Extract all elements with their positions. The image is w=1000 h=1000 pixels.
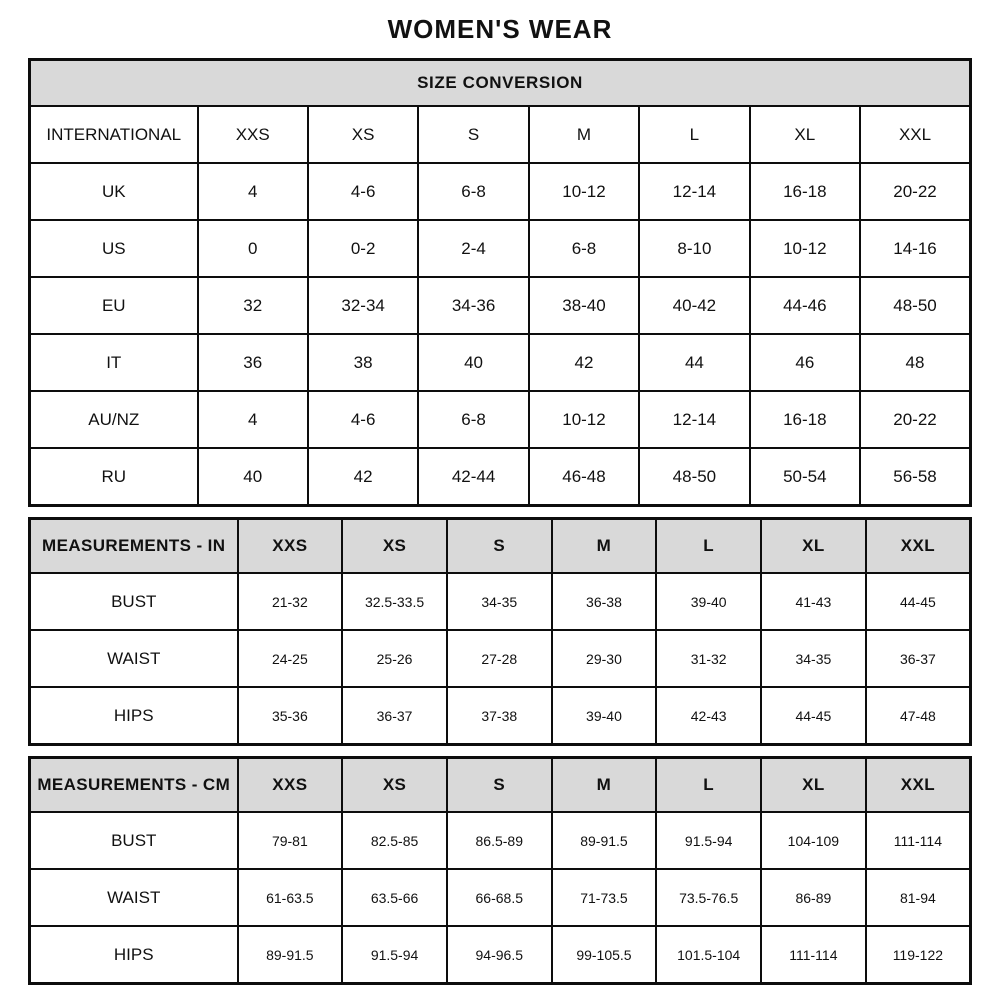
measurement-value-cell: 37-38 — [447, 687, 552, 745]
size-value-cell: 50-54 — [750, 448, 860, 506]
size-conversion-header: SIZE CONVERSION — [30, 60, 971, 107]
measurement-value-cell: 82.5-85 — [342, 812, 447, 869]
size-header-cell: M — [552, 519, 657, 574]
size-value-cell: 46-48 — [529, 448, 639, 506]
size-value-cell: 4-6 — [308, 391, 418, 448]
size-value-cell: 4 — [198, 391, 308, 448]
size-value-cell: 4-6 — [308, 163, 418, 220]
measurement-value-cell: 31-32 — [656, 630, 761, 687]
size-value-cell: 44 — [639, 334, 749, 391]
table-row — [30, 163, 971, 220]
size-value-cell: 38 — [308, 334, 418, 391]
size-header-cell: XXS — [198, 106, 308, 163]
size-value-cell: 20-22 — [860, 163, 970, 220]
row-label: UK — [30, 163, 198, 220]
size-value-cell: 32 — [198, 277, 308, 334]
size-value-cell: 36 — [198, 334, 308, 391]
table-row — [30, 448, 971, 506]
table-row — [30, 869, 971, 926]
size-value-cell: 12-14 — [639, 163, 749, 220]
size-value-cell: 48 — [860, 334, 970, 391]
measurement-value-cell: 111-114 — [761, 926, 866, 984]
measurement-value-cell: 44-45 — [866, 573, 971, 630]
size-value-cell: 8-10 — [639, 220, 749, 277]
size-value-cell: 38-40 — [529, 277, 639, 334]
size-value-cell: 48-50 — [860, 277, 970, 334]
row-label: HIPS — [30, 926, 238, 984]
measurement-value-cell: 36-37 — [342, 687, 447, 745]
row-label: AU/NZ — [30, 391, 198, 448]
measurement-value-cell: 41-43 — [761, 573, 866, 630]
size-value-cell: 56-58 — [860, 448, 970, 506]
measurement-value-cell: 21-32 — [238, 573, 343, 630]
measurement-value-cell: 111-114 — [866, 812, 971, 869]
measurement-value-cell: 32.5-33.5 — [342, 573, 447, 630]
measurement-value-cell: 35-36 — [238, 687, 343, 745]
size-header-cell: XS — [308, 106, 418, 163]
size-value-cell: 42 — [529, 334, 639, 391]
measurement-value-cell: 91.5-94 — [342, 926, 447, 984]
measurement-value-cell: 42-43 — [656, 687, 761, 745]
size-value-cell: 6-8 — [418, 163, 528, 220]
size-value-cell: 16-18 — [750, 163, 860, 220]
measurement-value-cell: 61-63.5 — [238, 869, 343, 926]
measurement-value-cell: 36-37 — [866, 630, 971, 687]
size-value-cell: 14-16 — [860, 220, 970, 277]
row-label: RU — [30, 448, 198, 506]
size-value-cell: 2-4 — [418, 220, 528, 277]
size-value-cell: 32-34 — [308, 277, 418, 334]
table-row — [30, 573, 971, 630]
size-header-cell: XL — [761, 758, 866, 813]
row-label: US — [30, 220, 198, 277]
measurement-value-cell: 99-105.5 — [552, 926, 657, 984]
size-value-cell: 10-12 — [529, 163, 639, 220]
size-value-cell: 12-14 — [639, 391, 749, 448]
measurement-value-cell: 34-35 — [447, 573, 552, 630]
table-row — [30, 220, 971, 277]
size-header-cell: XXS — [238, 758, 343, 813]
size-value-cell: 44-46 — [750, 277, 860, 334]
measurement-value-cell: 29-30 — [552, 630, 657, 687]
measurement-value-cell: 101.5-104 — [656, 926, 761, 984]
measurement-value-cell: 24-25 — [238, 630, 343, 687]
size-header-cell: S — [447, 519, 552, 574]
size-value-cell: 6-8 — [418, 391, 528, 448]
table-row — [30, 391, 971, 448]
size-header-cell: XXS — [238, 519, 343, 574]
size-header-cell: XS — [342, 519, 447, 574]
measurement-value-cell: 34-35 — [761, 630, 866, 687]
size-header-cell: L — [639, 106, 749, 163]
measurements-cm-table — [28, 756, 972, 985]
measurement-value-cell: 89-91.5 — [238, 926, 343, 984]
size-header-cell: L — [656, 758, 761, 813]
international-label: INTERNATIONAL — [30, 106, 198, 163]
size-value-cell: 10-12 — [529, 391, 639, 448]
measurement-value-cell: 63.5-66 — [342, 869, 447, 926]
size-value-cell: 48-50 — [639, 448, 749, 506]
measurement-value-cell: 73.5-76.5 — [656, 869, 761, 926]
measurement-value-cell: 36-38 — [552, 573, 657, 630]
size-header-cell: XL — [750, 106, 860, 163]
row-label: BUST — [30, 812, 238, 869]
size-value-cell: 42 — [308, 448, 418, 506]
row-label: EU — [30, 277, 198, 334]
table-row — [30, 812, 971, 869]
size-value-cell: 16-18 — [750, 391, 860, 448]
row-label: BUST — [30, 573, 238, 630]
table-row — [30, 687, 971, 745]
row-label: WAIST — [30, 869, 238, 926]
page-title: WOMEN'S WEAR — [387, 14, 613, 44]
measurement-value-cell: 104-109 — [761, 812, 866, 869]
measurement-value-cell: 91.5-94 — [656, 812, 761, 869]
size-header-cell: L — [656, 519, 761, 574]
measurement-value-cell: 79-81 — [238, 812, 343, 869]
row-label: IT — [30, 334, 198, 391]
measurement-value-cell: 47-48 — [866, 687, 971, 745]
size-value-cell: 40 — [418, 334, 528, 391]
measurement-value-cell: 71-73.5 — [552, 869, 657, 926]
measurement-value-cell: 89-91.5 — [552, 812, 657, 869]
size-value-cell: 0-2 — [308, 220, 418, 277]
measurement-value-cell: 39-40 — [552, 687, 657, 745]
size-header-cell: XXL — [860, 106, 970, 163]
size-value-cell: 42-44 — [418, 448, 528, 506]
measurement-value-cell: 86.5-89 — [447, 812, 552, 869]
size-value-cell: 40-42 — [639, 277, 749, 334]
size-value-cell: 4 — [198, 163, 308, 220]
table-row — [30, 277, 971, 334]
size-header-cell: S — [447, 758, 552, 813]
row-label: WAIST — [30, 630, 238, 687]
size-value-cell: 46 — [750, 334, 860, 391]
size-value-cell: 34-36 — [418, 277, 528, 334]
size-value-cell: 20-22 — [860, 391, 970, 448]
size-header-cell: XXL — [866, 758, 971, 813]
table-row — [30, 926, 971, 984]
size-header-cell: M — [529, 106, 639, 163]
measurement-value-cell: 25-26 — [342, 630, 447, 687]
measurement-value-cell: 44-45 — [761, 687, 866, 745]
size-header-cell: M — [552, 758, 657, 813]
measurements-in-table — [28, 517, 972, 746]
size-value-cell: 10-12 — [750, 220, 860, 277]
measurement-value-cell: 39-40 — [656, 573, 761, 630]
table-row — [30, 334, 971, 391]
measurements-in-header-row — [30, 519, 971, 574]
size-header-cell: S — [418, 106, 528, 163]
size-header-row — [30, 106, 971, 163]
measurements-cm-header-row — [30, 758, 971, 813]
table-row — [30, 630, 971, 687]
size-value-cell: 0 — [198, 220, 308, 277]
measurement-value-cell: 66-68.5 — [447, 869, 552, 926]
measurement-value-cell: 119-122 — [866, 926, 971, 984]
size-conversion-table — [28, 58, 972, 507]
size-conversion-caption-row — [30, 60, 971, 107]
measurement-value-cell: 86-89 — [761, 869, 866, 926]
measurements-in-header: MEASUREMENTS - IN — [30, 519, 238, 574]
size-value-cell: 6-8 — [529, 220, 639, 277]
size-header-cell: XL — [761, 519, 866, 574]
size-value-cell: 40 — [198, 448, 308, 506]
row-label: HIPS — [30, 687, 238, 745]
measurements-cm-header: MEASUREMENTS - CM — [30, 758, 238, 813]
size-header-cell: XS — [342, 758, 447, 813]
measurement-value-cell: 94-96.5 — [447, 926, 552, 984]
size-header-cell: XXL — [866, 519, 971, 574]
measurement-value-cell: 27-28 — [447, 630, 552, 687]
measurement-value-cell: 81-94 — [866, 869, 971, 926]
